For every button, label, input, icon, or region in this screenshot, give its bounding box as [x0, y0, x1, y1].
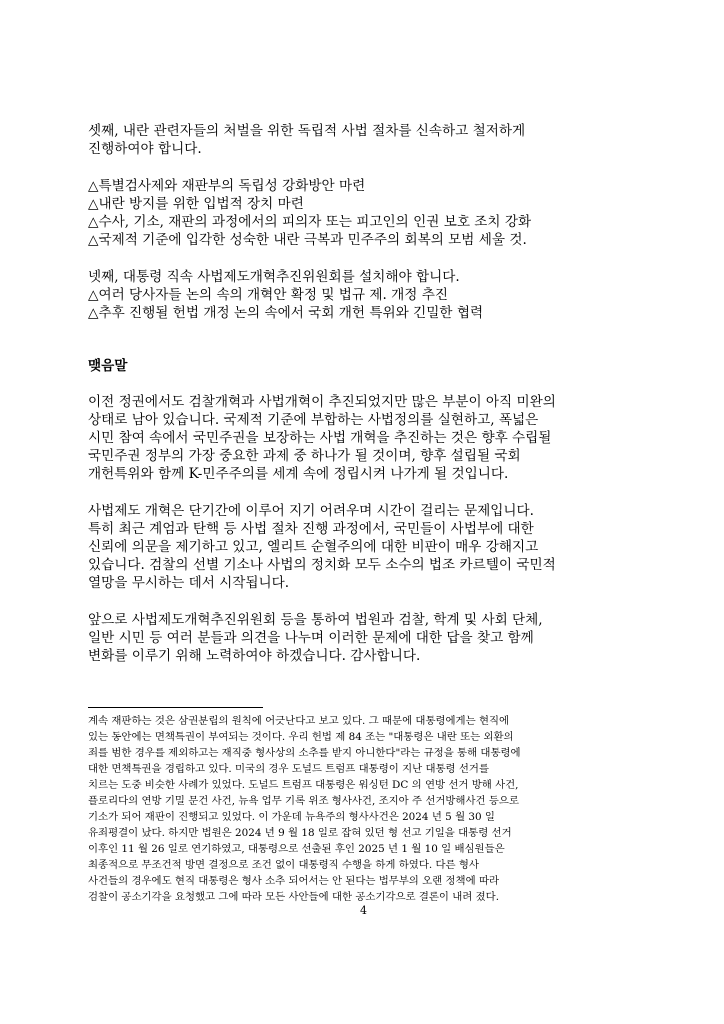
- footnote-line: 유죄평결이 났다. 하지만 법원은 2024 년 9 월 18 일로 잡혀 있던 형 선고 기일을 대통령 선거: [88, 827, 512, 839]
- list-item: △국제적 기준에 입각한 성숙한 내란 극복과 민주주의 회복의 모범 세울 것.: [88, 232, 527, 248]
- list-item: △수사, 기소, 재판의 과정에서의 피의자 또는 피고인의 인권 보호 조치 강화: [88, 214, 532, 230]
- paragraph-closing-2-line: 있습니다. 검찰의 선별 기소나 사법의 정치화 모두 소수의 법조 카르텔이 국민적: [88, 557, 556, 573]
- paragraph-closing-1-line: 상태로 남아 있습니다. 국제적 기준에 부합하는 사법정의를 실현하고, 폭넓은: [88, 412, 539, 428]
- footnote-line: 대한 면책특권을 경립하고 있다. 미국의 경우 도널드 트럼프 대통령이 지난 대통령 선거를: [88, 763, 489, 775]
- paragraph-third-line-1: 셋째, 내란 관련자들의 처벌을 위한 독립적 사법 절차를 신속하고 철저하게: [88, 123, 526, 139]
- paragraph-closing-1-line: 이전 정권에서도 검찰개혁과 사법개혁이 추진되었지만 많은 부분이 아직 미완의: [88, 394, 556, 410]
- list-item: △특별검사제와 재판부의 독립성 강화방안 마련: [88, 178, 366, 194]
- list-item: △추후 진행될 헌법 개정 논의 속에서 국회 개헌 특위와 긴밀한 협력: [88, 305, 484, 321]
- footnote-line: 플로리다의 연방 기밀 문건 사건, 뉴욕 업무 기록 위조 형사사건, 조지아 주 선거방해사건 등으로: [88, 795, 519, 807]
- list-item: △내란 방지를 위한 입법적 장치 마련: [88, 196, 304, 212]
- paragraph-closing-3-line: 변화를 이루기 위해 노력하여야 하겠습니다. 감사합니다.: [88, 648, 421, 664]
- footnote-line: 죄를 범한 경우를 제외하고는 재직중 형사상의 소추를 받지 아니한다"라는 규정을 통해 대통령에: [88, 747, 521, 759]
- paragraph-closing-1-line: 국민주권 정부의 가장 중요한 과제 중 하나가 될 것이며, 향후 설립될 국회: [88, 448, 521, 464]
- paragraph-closing-1-line: 개헌특위와 함께 K-민주주의를 세계 속에 정립시켜 나가게 될 것입니다.: [88, 466, 509, 482]
- footnote-line: 검찰이 공소기각을 요청했고 그에 따라 모든 사안들에 대한 공소기각으로 결론이 내려 졌다.: [88, 891, 500, 903]
- list-item: △여러 당사자들 논의 속의 개혁안 확정 및 법규 제. 개정 추진: [88, 287, 449, 303]
- footnote-line: 최종적으로 무조건적 방면 결정으로 조건 없이 대통령직 수행을 하게 하였다. 다른 형사: [88, 859, 479, 871]
- footnote-line: 계속 재판하는 것은 삼권분립의 원칙에 어긋난다고 보고 있다. 그 때문에 대통령에게는 현직에: [88, 715, 510, 727]
- paragraph-closing-2-line: 신뢰에 의문을 제기하고 있고, 엘리트 순혈주의에 대한 비판이 매우 강해지고: [88, 539, 539, 555]
- footnote-line: 이후인 11 월 26 일로 연기하였고, 대통령으로 선출된 후인 2025 년 1 월 10 일 배심원들은: [88, 843, 505, 855]
- paragraph-third-line-2: 진행하여야 합니다.: [88, 141, 202, 157]
- page-number: 4: [360, 904, 367, 917]
- paragraph-closing-2-line: 사법제도 개혁은 단기간에 이루어 지기 어려우며 시간이 걸리는 문제입니다.: [88, 503, 534, 519]
- paragraph-fourth-line-1: 넷째, 대통령 직속 사법제도개혁추진위원회를 설치해야 합니다.: [88, 269, 460, 285]
- paragraph-closing-1-line: 시민 참여 속에서 국민주권을 보장하는 사법 개혁을 추진하는 것은 향후 수립될: [88, 430, 552, 446]
- paragraph-closing-3-line: 일반 시민 등 여러 분들과 의견을 나누며 이러한 문제에 대한 답을 찾고 함께: [88, 630, 534, 646]
- paragraph-closing-3-line: 앞으로 사법제도개혁추진위원회 등을 통하여 법원과 검찰, 학계 및 사회 단체,: [88, 612, 543, 628]
- footnote-line: 치르는 도중 비슷한 사례가 있었다. 도널드 트럼프 대통령은 워싱턴 DC 의 연방 선거 방해 사건,: [88, 779, 519, 791]
- paragraph-closing-2-line: 특히 최근 계엄과 탄핵 등 사법 절차 진행 과정에서, 국민들이 사법부에 대한: [88, 521, 534, 537]
- footnote-line: 있는 동안에는 면책특권이 부여되는 것이다. 우리 헌법 제 84 조는 "대통령은 내란 또는 외환의: [88, 731, 514, 743]
- footnote-line: 기소가 되어 재판이 진행되고 있었다. 이 가운데 뉴욕주의 형사사건은 2024 년 5 월 30 일: [88, 811, 495, 823]
- section-heading-closing: 맺음말: [88, 358, 128, 374]
- document-page: [88, 0, 648, 1024]
- footnote-line: 사건들의 경우에도 현직 대통령은 형사 소추 되어서는 안 된다는 법무부의 오랜 정책에 따라: [88, 875, 500, 887]
- paragraph-closing-2-line: 열망을 무시하는 데서 시작됩니다.: [88, 575, 290, 591]
- footnote-separator: [88, 707, 263, 708]
